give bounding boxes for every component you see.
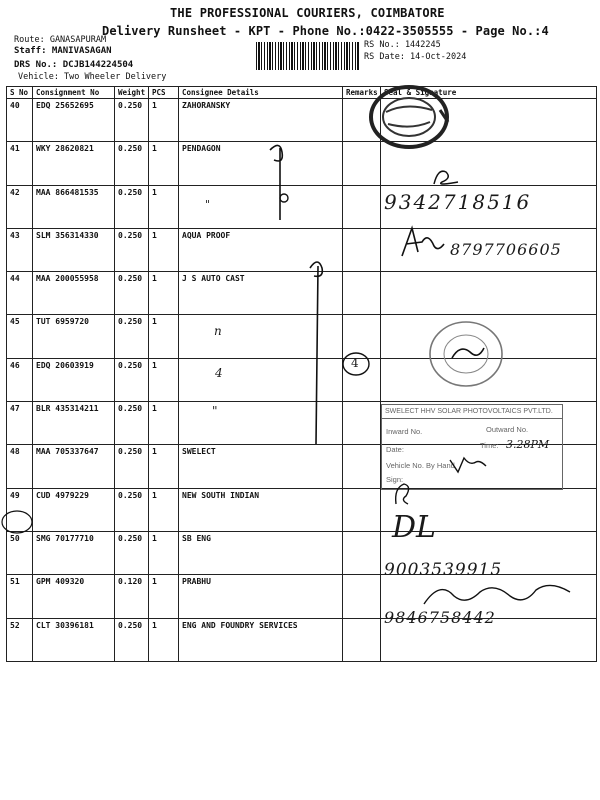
- row-weight: 0.250: [115, 272, 149, 315]
- row-consignment-no: EDQ 25652695: [33, 99, 115, 142]
- row-seal-signature: [381, 272, 597, 315]
- company-title: THE PROFESSIONAL COURIERS, COIMBATORE: [170, 6, 445, 20]
- row-pcs: 1: [149, 185, 179, 228]
- row-consignment-no: SMG 70177710: [33, 531, 115, 574]
- row-weight: 0.250: [115, 445, 149, 488]
- row-remarks: [343, 185, 381, 228]
- row-sno: 47: [7, 402, 33, 445]
- row-remarks: [343, 618, 381, 661]
- row-consignment-no: MAA 866481535: [33, 185, 115, 228]
- runsheet-title: Delivery Runsheet - KPT - Phone No.:0422-3505555 - Page No.:4: [102, 24, 549, 38]
- row-weight: 0.250: [115, 315, 149, 358]
- handwritten-phone-2: 8797706605: [450, 240, 562, 259]
- handwritten-sign-dl: DL: [392, 510, 436, 545]
- pen-mark-stroke: [262, 140, 302, 224]
- row-sno: 40: [7, 99, 33, 142]
- row-remarks: [343, 272, 381, 315]
- row-sno: 41: [7, 142, 33, 185]
- row-consignee: PENDAGON: [179, 142, 343, 185]
- row-pcs: 1: [149, 99, 179, 142]
- pen-mark-stroke-2: [300, 256, 340, 446]
- remark-circle-number: 4: [351, 356, 359, 370]
- row-consignment-no: SLM 356314330: [33, 228, 115, 271]
- signature-mark-2: [398, 222, 448, 262]
- stamp-date: Date:: [386, 445, 404, 454]
- row-consignment-no: EDQ 20603919: [33, 358, 115, 401]
- row-consignee: NEW SOUTH INDIAN: [179, 488, 343, 531]
- col-seal: Seal & Signature: [381, 87, 597, 99]
- ditto-mark-4: ": [212, 404, 218, 418]
- row-consignment-no: GPM 409320: [33, 575, 115, 618]
- row-sno: 51: [7, 575, 33, 618]
- row-consignee: PRABHU: [179, 575, 343, 618]
- row-consignment-no: CLT 30396181: [33, 618, 115, 661]
- row-remarks: [343, 228, 381, 271]
- table-header: [7, 87, 597, 99]
- row-consignment-no: BLR 435314211: [33, 402, 115, 445]
- table-row: [7, 99, 597, 142]
- row-consignee: [179, 185, 343, 228]
- row-consignee: ZAHORANSKY: [179, 99, 343, 142]
- row-sno: 50: [7, 531, 33, 574]
- signature-mark-4: [392, 478, 414, 508]
- row-consignee: AQUA PROOF: [179, 228, 343, 271]
- foundry-round-stamp: [426, 318, 506, 390]
- ditto-mark: ": [205, 198, 211, 211]
- row-consignment-no: TUT 6959720: [33, 315, 115, 358]
- row-sno: 45: [7, 315, 33, 358]
- row-weight: 0.250: [115, 142, 149, 185]
- row-weight: 0.250: [115, 531, 149, 574]
- row-pcs: 1: [149, 531, 179, 574]
- row-sno: 42: [7, 185, 33, 228]
- col-remarks: Remarks: [343, 87, 381, 99]
- row-consignee: J S AUTO CAST: [179, 272, 343, 315]
- rs-number: RS No.: 1442245: [364, 40, 441, 50]
- handwritten-phone-1: 9342718516: [384, 190, 532, 214]
- stamp-hand: Vehicle No. By Hand: [386, 461, 455, 470]
- col-sno: S No: [7, 87, 33, 99]
- sno-circle-mark: [0, 508, 34, 536]
- barcode: [256, 42, 360, 70]
- vehicle-label: Vehicle: Two Wheeler Delivery: [18, 72, 167, 82]
- row-pcs: 1: [149, 315, 179, 358]
- rs-date: RS Date: 14-Oct-2024: [364, 52, 467, 62]
- table-row: [7, 531, 597, 574]
- row-pcs: 1: [149, 488, 179, 531]
- stamp-time: Time:: [480, 441, 499, 450]
- signature-mark-5: [420, 576, 580, 612]
- row-sno: 48: [7, 445, 33, 488]
- signature-mark: [428, 164, 464, 194]
- row-pcs: 1: [149, 358, 179, 401]
- row-pcs: 1: [149, 445, 179, 488]
- row-sno: 44: [7, 272, 33, 315]
- handwritten-time: 3.28PM: [506, 438, 550, 451]
- handwritten-phone-4: 9846758442: [384, 608, 496, 627]
- row-sno: 52: [7, 618, 33, 661]
- row-pcs: 1: [149, 228, 179, 271]
- row-weight: 0.250: [115, 488, 149, 531]
- row-pcs: 1: [149, 272, 179, 315]
- row-consignment-no: WKY 28620821: [33, 142, 115, 185]
- row-consignee: SB ENG: [179, 531, 343, 574]
- row-consignee: ENG AND FOUNDRY SERVICES: [179, 618, 343, 661]
- stamp-company: SWELECT HHV SOLAR PHOTOVOLTAICS PVT.LTD.: [382, 405, 562, 419]
- row-sno: 49: [7, 488, 33, 531]
- route-label: Route: GANASAPURAM: [14, 35, 107, 45]
- table-row: [7, 488, 597, 531]
- signature-mark-3: [448, 452, 488, 476]
- row-weight: 0.250: [115, 402, 149, 445]
- drs-label: DRS No.: DCJB144224504: [14, 60, 134, 70]
- row-consignment-no: MAA 200055958: [33, 272, 115, 315]
- col-consignment: Consignment No: [33, 87, 115, 99]
- row-pcs: 1: [149, 402, 179, 445]
- col-weight: Weight: [115, 87, 149, 99]
- row-pcs: 1: [149, 575, 179, 618]
- ditto-mark-2: n: [214, 324, 222, 338]
- row-remarks: [343, 402, 381, 445]
- row-weight: 0.250: [115, 228, 149, 271]
- table-row: [7, 618, 597, 661]
- staff-label: Staff: MANIVASAGAN: [14, 46, 112, 56]
- row-weight: 0.250: [115, 358, 149, 401]
- row-remarks: [343, 531, 381, 574]
- col-pcs: PCS: [149, 87, 179, 99]
- row-remarks: [343, 488, 381, 531]
- stamp-outward: Outward No.: [486, 425, 529, 434]
- row-pcs: 1: [149, 618, 179, 661]
- ditto-mark-3: 4: [215, 366, 223, 380]
- row-remarks: [343, 575, 381, 618]
- row-weight: 0.250: [115, 618, 149, 661]
- row-weight: 0.250: [115, 185, 149, 228]
- row-weight: 0.120: [115, 575, 149, 618]
- company-seal-stamp: [366, 82, 452, 152]
- row-remarks: [343, 142, 381, 185]
- row-consignment-no: CUD 4979229: [33, 488, 115, 531]
- stamp-sign: Sign:: [386, 475, 404, 484]
- handwritten-phone-3: 9003539915: [384, 560, 503, 580]
- row-sno: 46: [7, 358, 33, 401]
- row-remarks: [343, 445, 381, 488]
- row-consignee: SWELECT: [179, 445, 343, 488]
- stamp-inward: Inward No.: [386, 427, 423, 436]
- row-sno: 43: [7, 228, 33, 271]
- row-weight: 0.250: [115, 99, 149, 142]
- row-pcs: 1: [149, 142, 179, 185]
- row-consignment-no: MAA 705337647: [33, 445, 115, 488]
- col-consignee: Consignee Details: [179, 87, 343, 99]
